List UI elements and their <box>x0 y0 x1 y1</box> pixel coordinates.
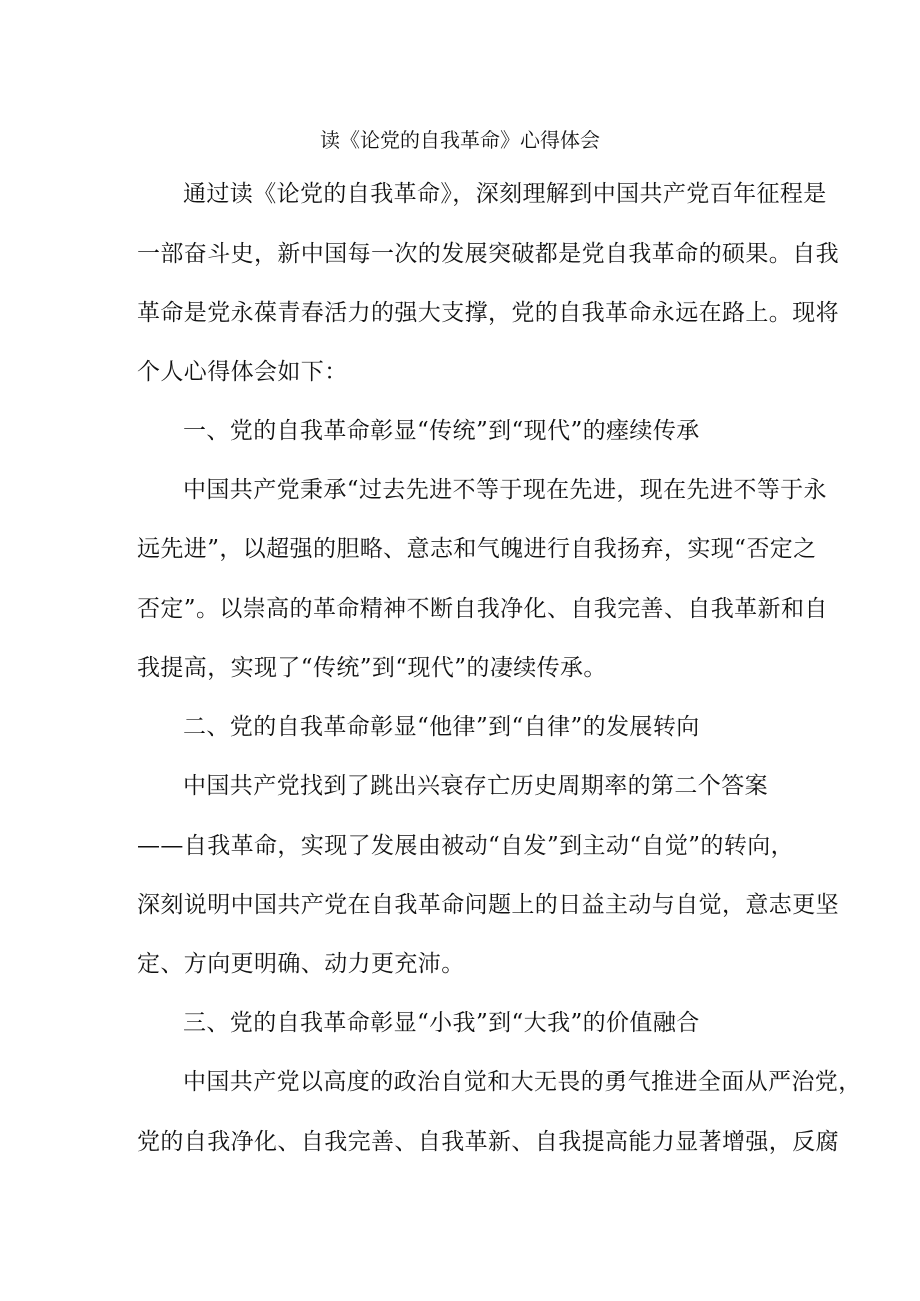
paragraph-line: ——自我革命，实现了发展由被动“自发”到主动“自觉”的转向， <box>137 833 795 859</box>
paragraph-line: 中国共产党以高度的政治自觉和大无畏的勇气推进全面从严治党， <box>183 1069 862 1095</box>
section-heading-2: 二、党的自我革命彰显“他律”到“自律”的发展转向 <box>183 714 700 740</box>
paragraph-line: 革命是党永葆青春活力的强大支撑，党的自我革命永远在路上。现将 <box>137 300 839 326</box>
paragraph-line: 我提高，实现了“传统”到“现代”的凄续传承。 <box>137 655 607 681</box>
paragraph-line: 定、方向更明确、动力更充沛。 <box>137 951 465 977</box>
document-title: 读《论党的自我革命》心得体会 <box>320 128 600 152</box>
section-heading-1: 一、党的自我革命彰显“传统”到“现代”的瘗续传承 <box>183 418 700 444</box>
section-heading-3: 三、党的自我革命彰显“小我”到“大我”的价值融合 <box>183 1010 700 1036</box>
paragraph-line: 远先进”，以超强的胆略、意志和气魄进行自我扬弃，实现“否定之 <box>137 536 817 562</box>
paragraph-line: 个人心得体会如下： <box>137 359 348 385</box>
paragraph-line: 深刻说明中国共产党在自我革命问题上的日益主动与自觉，意志更坚 <box>137 892 839 918</box>
paragraph-line: 否定”。以崇高的革命精神不断自我净化、自我完善、自我革新和自 <box>137 596 828 622</box>
paragraph-line: 中国共产党找到了跳出兴衰存亡历史周期率的第二个答案 <box>183 773 768 799</box>
paragraph-line: 一部奋斗史，新中国每一次的发展突破都是党自我革命的硕果。自我 <box>137 241 839 267</box>
paragraph-line: 中国共产党秉承“过去先进不等于现在先进，现在先进不等于永 <box>183 477 827 503</box>
paragraph-line: 通过读《论党的自我革命》，深刻理解到中国共产党百年征程是 <box>183 181 827 207</box>
paragraph-line: 党的自我净化、自我完善、自我革新、自我提高能力显著增强，反腐 <box>137 1129 839 1155</box>
